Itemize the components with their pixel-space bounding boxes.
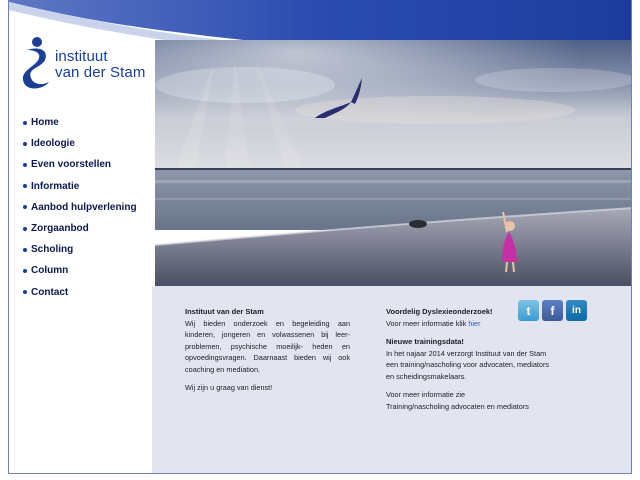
nav-label: Informatie xyxy=(31,180,80,192)
nav-label: Scholing xyxy=(31,244,74,256)
logo-text-line1: instituut xyxy=(55,48,108,65)
news-title-dyslexie: Voordelig Dyslexieonderzoek! xyxy=(386,307,493,316)
logo-figure-icon xyxy=(21,36,57,96)
social-links xyxy=(518,300,587,321)
bullet-icon xyxy=(23,163,27,167)
linkedin-icon[interactable]: in xyxy=(566,300,587,321)
nav-item-contact[interactable] xyxy=(23,282,137,303)
hier-link[interactable]: hier xyxy=(468,318,481,328)
nav-item-home[interactable] xyxy=(23,112,137,133)
nav-item-zorgaanbod[interactable] xyxy=(23,218,137,239)
bullet-icon xyxy=(23,269,27,273)
logo-text-line2: van der Stam xyxy=(55,64,146,81)
nav-label: Column xyxy=(31,265,69,277)
nav-item-scholing[interactable] xyxy=(23,239,137,260)
bullet-icon xyxy=(23,227,27,231)
bullet-icon xyxy=(23,205,27,209)
news-more-text: Voor meer informatie zie xyxy=(386,390,466,399)
content-panel xyxy=(152,286,632,474)
nav-label: Even voorstellen xyxy=(31,159,112,171)
nav-item-column[interactable] xyxy=(23,260,137,281)
nav-label: Zorgaanbod xyxy=(31,223,89,235)
nav-label: Contact xyxy=(31,286,69,298)
main-navigation xyxy=(23,112,137,303)
bullet-icon xyxy=(23,142,27,146)
nav-label: Ideologie xyxy=(31,138,75,150)
logo[interactable] xyxy=(21,36,161,96)
intro-title: Instituut van der Stam xyxy=(185,307,264,316)
hero-photo xyxy=(155,40,632,286)
nav-item-informatie[interactable] xyxy=(23,176,137,197)
bullet-icon xyxy=(23,290,27,294)
nav-item-ideologie[interactable] xyxy=(23,133,137,154)
news-line-text: Voor meer informatie klik xyxy=(386,318,469,328)
nav-label: Home xyxy=(31,117,59,129)
intro-column xyxy=(185,306,350,401)
news-body-trainingsdata: In het najaar 2014 verzorgt Instituut van der Stam een training/nascholing voor advocaten, mediators en scheidingsmakelaars. xyxy=(386,348,550,381)
facebook-icon[interactable]: f xyxy=(542,300,563,321)
nav-label: Aanbod hulpverlening xyxy=(31,201,137,213)
intro-closing: Wij zijn u graag van dienst! xyxy=(185,383,273,392)
nav-item-even-voorstellen[interactable] xyxy=(23,154,137,175)
intro-body: Wij bieden onderzoek en begeleiding aan kinderen, jongeren en volwassenen bij leer-problemen, psychische moeilijk- heden en opvoedingsvragen. Daarnaast bieden wij ook coaching en mediation. xyxy=(185,318,350,374)
bullet-icon xyxy=(23,121,27,125)
nav-item-aanbod-hulpverlening[interactable] xyxy=(23,197,137,218)
page-frame xyxy=(8,0,632,474)
beach-kite-image xyxy=(155,40,632,286)
training-link[interactable]: Training/nascholing advocaten en mediators xyxy=(386,401,529,411)
bullet-icon xyxy=(23,184,27,188)
bullet-icon xyxy=(23,248,27,252)
news-column xyxy=(386,306,556,419)
news-more xyxy=(386,389,556,412)
news-title-trainingsdata: Nieuwe trainingsdata! xyxy=(386,337,464,346)
twitter-icon[interactable]: t xyxy=(518,300,539,321)
